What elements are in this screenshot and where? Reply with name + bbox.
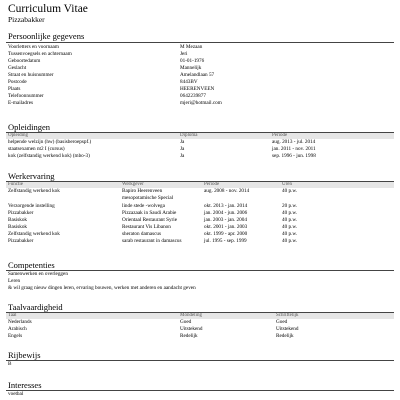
work-hours: 40 p.w.	[282, 238, 298, 244]
personal-value: 8443BV	[180, 79, 198, 85]
section-title-work: Werkervaring	[8, 171, 55, 181]
education-period: jan. 2011 - nov. 2011	[272, 146, 316, 152]
personal-label: Straat en huisnummer	[8, 72, 54, 78]
personal-label: Geboortedatum	[8, 58, 41, 64]
work-period: okt. 1999 - apr. 2000	[204, 231, 248, 237]
work-row	[0, 231, 400, 238]
personal-value: Amelandlaan 57	[180, 72, 215, 78]
personal-label: Plaats	[8, 86, 21, 92]
section-title-languages: Taalvaardigheid	[8, 302, 63, 312]
work-period: jul. 1995 - sep. 1999	[204, 238, 247, 244]
work-function: Pizzabakker	[8, 238, 34, 244]
language-written: Uitstekend	[276, 326, 299, 332]
column-header: Mondeling	[180, 313, 202, 318]
section-title-interests: Interesses	[8, 380, 42, 390]
work-function: Basiskok	[8, 217, 28, 223]
work-function: Zelfstandig werkend kok	[8, 231, 60, 237]
education-name: kok (zelfstandig werkend kok) (mbo-3)	[8, 153, 90, 159]
section-divider	[6, 360, 394, 361]
personal-value: Mannelijk	[180, 65, 202, 71]
work-row	[0, 195, 400, 202]
personal-row	[0, 93, 400, 100]
column-header: Schriftelijk	[276, 313, 299, 318]
column-header: Functie	[8, 182, 23, 187]
personal-row	[0, 72, 400, 79]
personal-label: Tussenvoegsels en achternaam	[8, 51, 72, 57]
work-period: okt. 2013 - jan. 2014	[204, 203, 248, 209]
language-oral: Uitstekend	[180, 326, 203, 332]
personal-row	[0, 44, 400, 51]
personal-value: mjeri@hotmail.com	[180, 100, 222, 106]
work-period: aug. 2008 - nov. 2014	[204, 188, 250, 194]
language-oral: Redelijk	[180, 333, 198, 339]
work-row	[0, 210, 400, 217]
work-function: Pizzabakker	[8, 210, 34, 216]
personal-value: M Mezaan	[180, 44, 203, 50]
language-name: Engels	[8, 333, 23, 339]
work-hours: 40 p.w.	[282, 188, 298, 194]
work-hours: 20 p.w.	[282, 203, 298, 209]
work-hours: 40 p.w.	[282, 224, 298, 230]
personal-row	[0, 86, 400, 93]
work-period: jan. 2003 - jan. 2004	[204, 217, 247, 223]
work-employer: Pizzazaak in Saudi Arabie	[122, 210, 177, 216]
section-divider	[6, 390, 394, 391]
document-title: Curriculum Vitae	[8, 3, 88, 15]
interests-value: voetbal	[8, 391, 24, 397]
personal-label: E-mailadres	[8, 100, 34, 106]
education-diploma: Ja	[180, 139, 185, 145]
column-header: Taal	[8, 313, 17, 318]
personal-row	[0, 79, 400, 86]
personal-value: HEERENVEEN	[180, 86, 215, 92]
language-oral: Goed	[180, 319, 192, 325]
personal-row	[0, 100, 400, 107]
language-row	[0, 333, 400, 340]
work-row	[0, 238, 400, 245]
personal-row	[0, 58, 400, 65]
language-row	[0, 319, 400, 326]
work-employer: mesopotamische Special	[122, 195, 174, 201]
work-period: jan. 2004 - jun. 2006	[204, 210, 248, 216]
personal-label: Geslacht	[8, 65, 27, 71]
competency-line: Samenwerken en overleggen	[8, 271, 68, 277]
work-function: Basiskok	[8, 224, 28, 230]
education-diploma: Ja	[180, 153, 185, 159]
work-period: okt. 2001 - jan. 2003	[204, 224, 248, 230]
personal-value: 01-01-1976	[180, 58, 205, 64]
personal-label: Telefoonnummer	[8, 93, 44, 99]
work-hours: 40 p.w.	[282, 217, 298, 223]
document-subtitle: Pizzabakker	[8, 15, 45, 24]
column-header: Werkgever	[122, 182, 144, 187]
education-period: sep. 1996 - jun. 1998	[272, 153, 316, 159]
personal-label: Postcode	[8, 79, 27, 85]
personal-value: 0642239877	[180, 93, 206, 99]
personal-row	[0, 65, 400, 72]
work-row	[0, 217, 400, 224]
education-name: staatsexamen nt2 I (cursus)	[8, 146, 65, 152]
section-title-license: Rijbewijs	[8, 350, 41, 360]
personal-row	[0, 51, 400, 58]
section-divider	[6, 42, 394, 43]
work-row	[0, 224, 400, 231]
education-name: helpende welzijn (hw) (basisberoepspf.)	[8, 139, 92, 145]
column-header: Diploma	[180, 133, 198, 138]
column-header: Periode	[272, 133, 288, 138]
language-written: Goed	[276, 319, 288, 325]
work-row	[0, 203, 400, 210]
work-row	[0, 188, 400, 195]
competency-line: & wil graag nieuw dingen leren, ervaring bouwen, werken met anderen en aandacht geven	[8, 285, 196, 291]
work-employer: Orientaal Restaurant Syrie	[122, 217, 178, 223]
education-period: aug. 2013 - jul. 2014	[272, 139, 316, 145]
section-title-competencies: Competenties	[8, 260, 55, 270]
education-row	[0, 146, 400, 153]
column-header: Uren	[282, 182, 292, 187]
work-employer: sheraton damascus	[122, 231, 162, 237]
work-hours: 40 p.w.	[282, 231, 298, 237]
work-function: Zelfstandig werkend kok	[8, 188, 60, 194]
work-hours: 40 p.w.	[282, 210, 298, 216]
education-row	[0, 153, 400, 160]
column-header: Opleiding	[8, 133, 28, 138]
license-value: B	[8, 361, 12, 367]
section-title-personal: Persoonlijke gegevens	[8, 31, 85, 41]
language-name: Arabisch	[8, 326, 27, 332]
column-header: Periode	[204, 182, 220, 187]
work-employer: Restaurant Vis Libanon	[122, 224, 171, 230]
competency-line: Leren	[8, 278, 21, 284]
language-name: Nederlands	[8, 319, 32, 325]
personal-label: Voorletters en voornaam	[8, 44, 59, 50]
language-row	[0, 326, 400, 333]
work-employer: linde stede -wolvega	[122, 203, 165, 209]
section-title-education: Opleidingen	[8, 122, 51, 132]
language-written: Redelijk	[276, 333, 294, 339]
work-employer: sarab restaurant in damascus	[122, 238, 182, 244]
personal-value: Jeri	[180, 51, 188, 57]
work-function: Verzorgende instelling	[8, 203, 55, 209]
education-row	[0, 139, 400, 146]
education-diploma: Ja	[180, 146, 185, 152]
work-employer: Bapiro Heerenveen	[122, 188, 163, 194]
